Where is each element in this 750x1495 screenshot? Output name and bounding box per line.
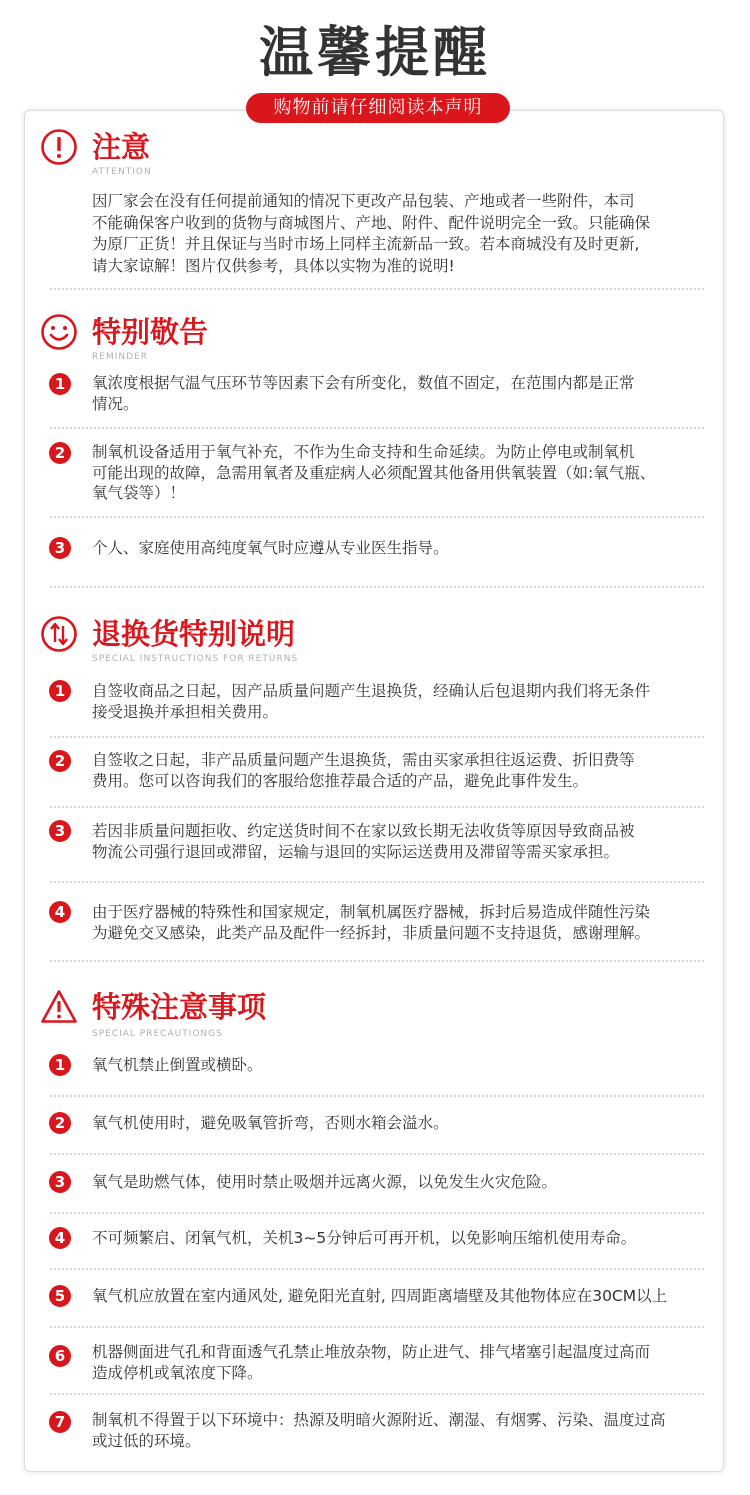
list-item xyxy=(92,1286,708,1307)
section-subtitle-returns: SPECIAL INSTRUCTIONS FOR RETURNS xyxy=(92,654,299,664)
item-line: 氧气机使用时，避免吸氧管折弯，否则水箱会溢水。 xyxy=(92,1114,449,1132)
item-line: 由于医疗器械的特殊性和国家规定，制氧机属医疗器械，拆封后易造成伴随性污染 xyxy=(92,903,651,921)
section-title-precautions: 特殊注意事项 xyxy=(92,990,267,1024)
smiley-icon xyxy=(40,313,78,351)
item-line: 或过低的环境。 xyxy=(92,1431,201,1450)
list-item xyxy=(92,902,708,943)
item-number: 6 xyxy=(49,1345,71,1367)
item-line: 氧浓度根据气温气压环节等因素下会有所变化，数值不固定，在范围内都是正常 xyxy=(92,374,635,392)
divider xyxy=(50,1095,704,1097)
divider xyxy=(50,960,704,962)
item-line: 接受退换并承担相关费用。 xyxy=(92,702,279,721)
item-line: 费用。您可以咨询我们的客服给您推荐最合适的产品，避免此事件发生。 xyxy=(92,771,589,790)
divider xyxy=(50,1268,704,1270)
list-item xyxy=(92,750,708,791)
divider xyxy=(50,806,704,808)
item-line: 氧气袋等）！ xyxy=(92,484,186,502)
item-line: 机器侧面进气孔和背面透气孔禁止堆放杂物，防止进气、排气堵塞引起温度过高而 xyxy=(92,1343,651,1361)
item-number: 4 xyxy=(49,901,71,923)
list-item xyxy=(92,538,708,559)
return-arrows-icon xyxy=(40,615,78,653)
divider xyxy=(50,1212,704,1214)
item-line: 氧气是助燃气体，使用时禁止吸烟并远离火源，以免发生火灾危险。 xyxy=(92,1173,558,1191)
item-number: 3 xyxy=(49,820,71,842)
list-item xyxy=(92,373,708,414)
item-line: 情况。 xyxy=(92,394,139,413)
list-item xyxy=(92,1055,708,1076)
section-subtitle-attention: ATTENTION xyxy=(92,167,152,177)
divider xyxy=(50,516,704,518)
list-item xyxy=(92,1172,708,1193)
paragraph-line: 请大家谅解！图片仅供参考，具体以实物为准的说明! xyxy=(92,256,455,275)
item-line: 制氧机设备适用于氧气补充，不作为生命支持和生命延续。为防止停电或制氧机 xyxy=(92,443,635,461)
section-subtitle-precautions: SPECIAL PRECAUTIONGS xyxy=(92,1029,223,1039)
divider xyxy=(50,1393,704,1395)
section-title-attention: 注意 xyxy=(92,130,151,164)
item-line: 自签收商品之日起，因产品质量问题产生退换货，经确认后包退期内我们将无条件 xyxy=(92,682,651,700)
item-line: 可能出现的故障，急需用氧者及重症病人必须配置其他备用供氧装置（如:氧气瓶、 xyxy=(92,463,656,482)
item-line: 氧气机禁止倒置或横卧。 xyxy=(92,1056,263,1074)
item-line: 自签收之日起，非产品质量问题产生退换货，需由买家承担往返运费、折旧费等 xyxy=(92,751,635,769)
list-item xyxy=(92,681,708,722)
item-number: 3 xyxy=(49,1171,71,1193)
section-title-returns: 退换货特别说明 xyxy=(92,617,296,651)
exclamation-circle-icon xyxy=(40,128,78,166)
item-line: 物流公司强行退回或滞留，运输与退回的实际运送费用及滞留等需买家承担。 xyxy=(92,842,620,861)
divider xyxy=(50,1326,704,1328)
section-subtitle-reminder: REMINDER xyxy=(92,352,148,362)
item-number: 4 xyxy=(49,1227,71,1249)
item-number: 2 xyxy=(49,442,71,464)
item-line: 若因非质量问题拒收、约定送货时间不在家以致长期无法收货等原因导致商品被 xyxy=(92,822,635,840)
divider xyxy=(50,736,704,738)
warning-triangle-icon xyxy=(40,988,78,1026)
item-number: 1 xyxy=(49,1054,71,1076)
item-number: 3 xyxy=(49,537,71,559)
item-number: 1 xyxy=(49,680,71,702)
paragraph-line: 因厂家会在没有任何提前通知的情况下更改产品包装、产地或者一些附件，本司 xyxy=(92,192,635,210)
item-line: 造成停机或氧浓度下降。 xyxy=(92,1363,263,1382)
section-title-reminder: 特别敬告 xyxy=(92,315,209,349)
notice-ribbon: 购物前请仔细阅读本声明 xyxy=(246,93,510,123)
page-title: 温馨提醒 xyxy=(259,21,491,84)
item-number: 5 xyxy=(49,1285,71,1307)
list-item xyxy=(92,1228,708,1249)
paragraph-line: 不能确保客户收到的货物与商城图片、产地、附件、配件说明完全一致。只能确保 xyxy=(92,213,651,232)
divider xyxy=(50,288,704,290)
item-line: 不可频繁启、闭氧气机，关机3~5分钟后可再开机，以免影响压缩机使用寿命。 xyxy=(92,1229,637,1247)
item-number: 7 xyxy=(49,1411,71,1433)
divider xyxy=(50,586,704,588)
divider xyxy=(50,1153,704,1155)
paragraph-line: 为原厂正货！并且保证与当时市场上同样主流新品一致。若本商城没有及时更新, xyxy=(92,235,640,253)
item-line: 氧气机应放置在室内通风处, 避免阳光直射, 四周距离墙壁及其他物体应在30CM以上 xyxy=(92,1287,668,1305)
item-number: 2 xyxy=(49,1112,71,1134)
divider xyxy=(50,427,704,429)
item-line: 制氧机不得置于以下环境中：热源及明暗火源附近、潮湿、有烟雾、污染、温度过高 xyxy=(92,1411,666,1429)
item-number: 2 xyxy=(49,750,71,772)
item-line: 为避免交叉感染，此类产品及配件一经拆封，非质量问题不支持退货，感谢理解。 xyxy=(92,923,651,942)
list-item xyxy=(92,1410,708,1451)
item-line: 个人、家庭使用高纯度氧气时应遵从专业医生指导。 xyxy=(92,539,449,557)
item-number: 1 xyxy=(49,373,71,395)
list-item xyxy=(92,442,708,504)
list-item xyxy=(92,1113,708,1134)
list-item xyxy=(92,1342,708,1383)
list-item xyxy=(92,821,708,862)
divider xyxy=(50,881,704,883)
attention-paragraph xyxy=(92,191,692,277)
